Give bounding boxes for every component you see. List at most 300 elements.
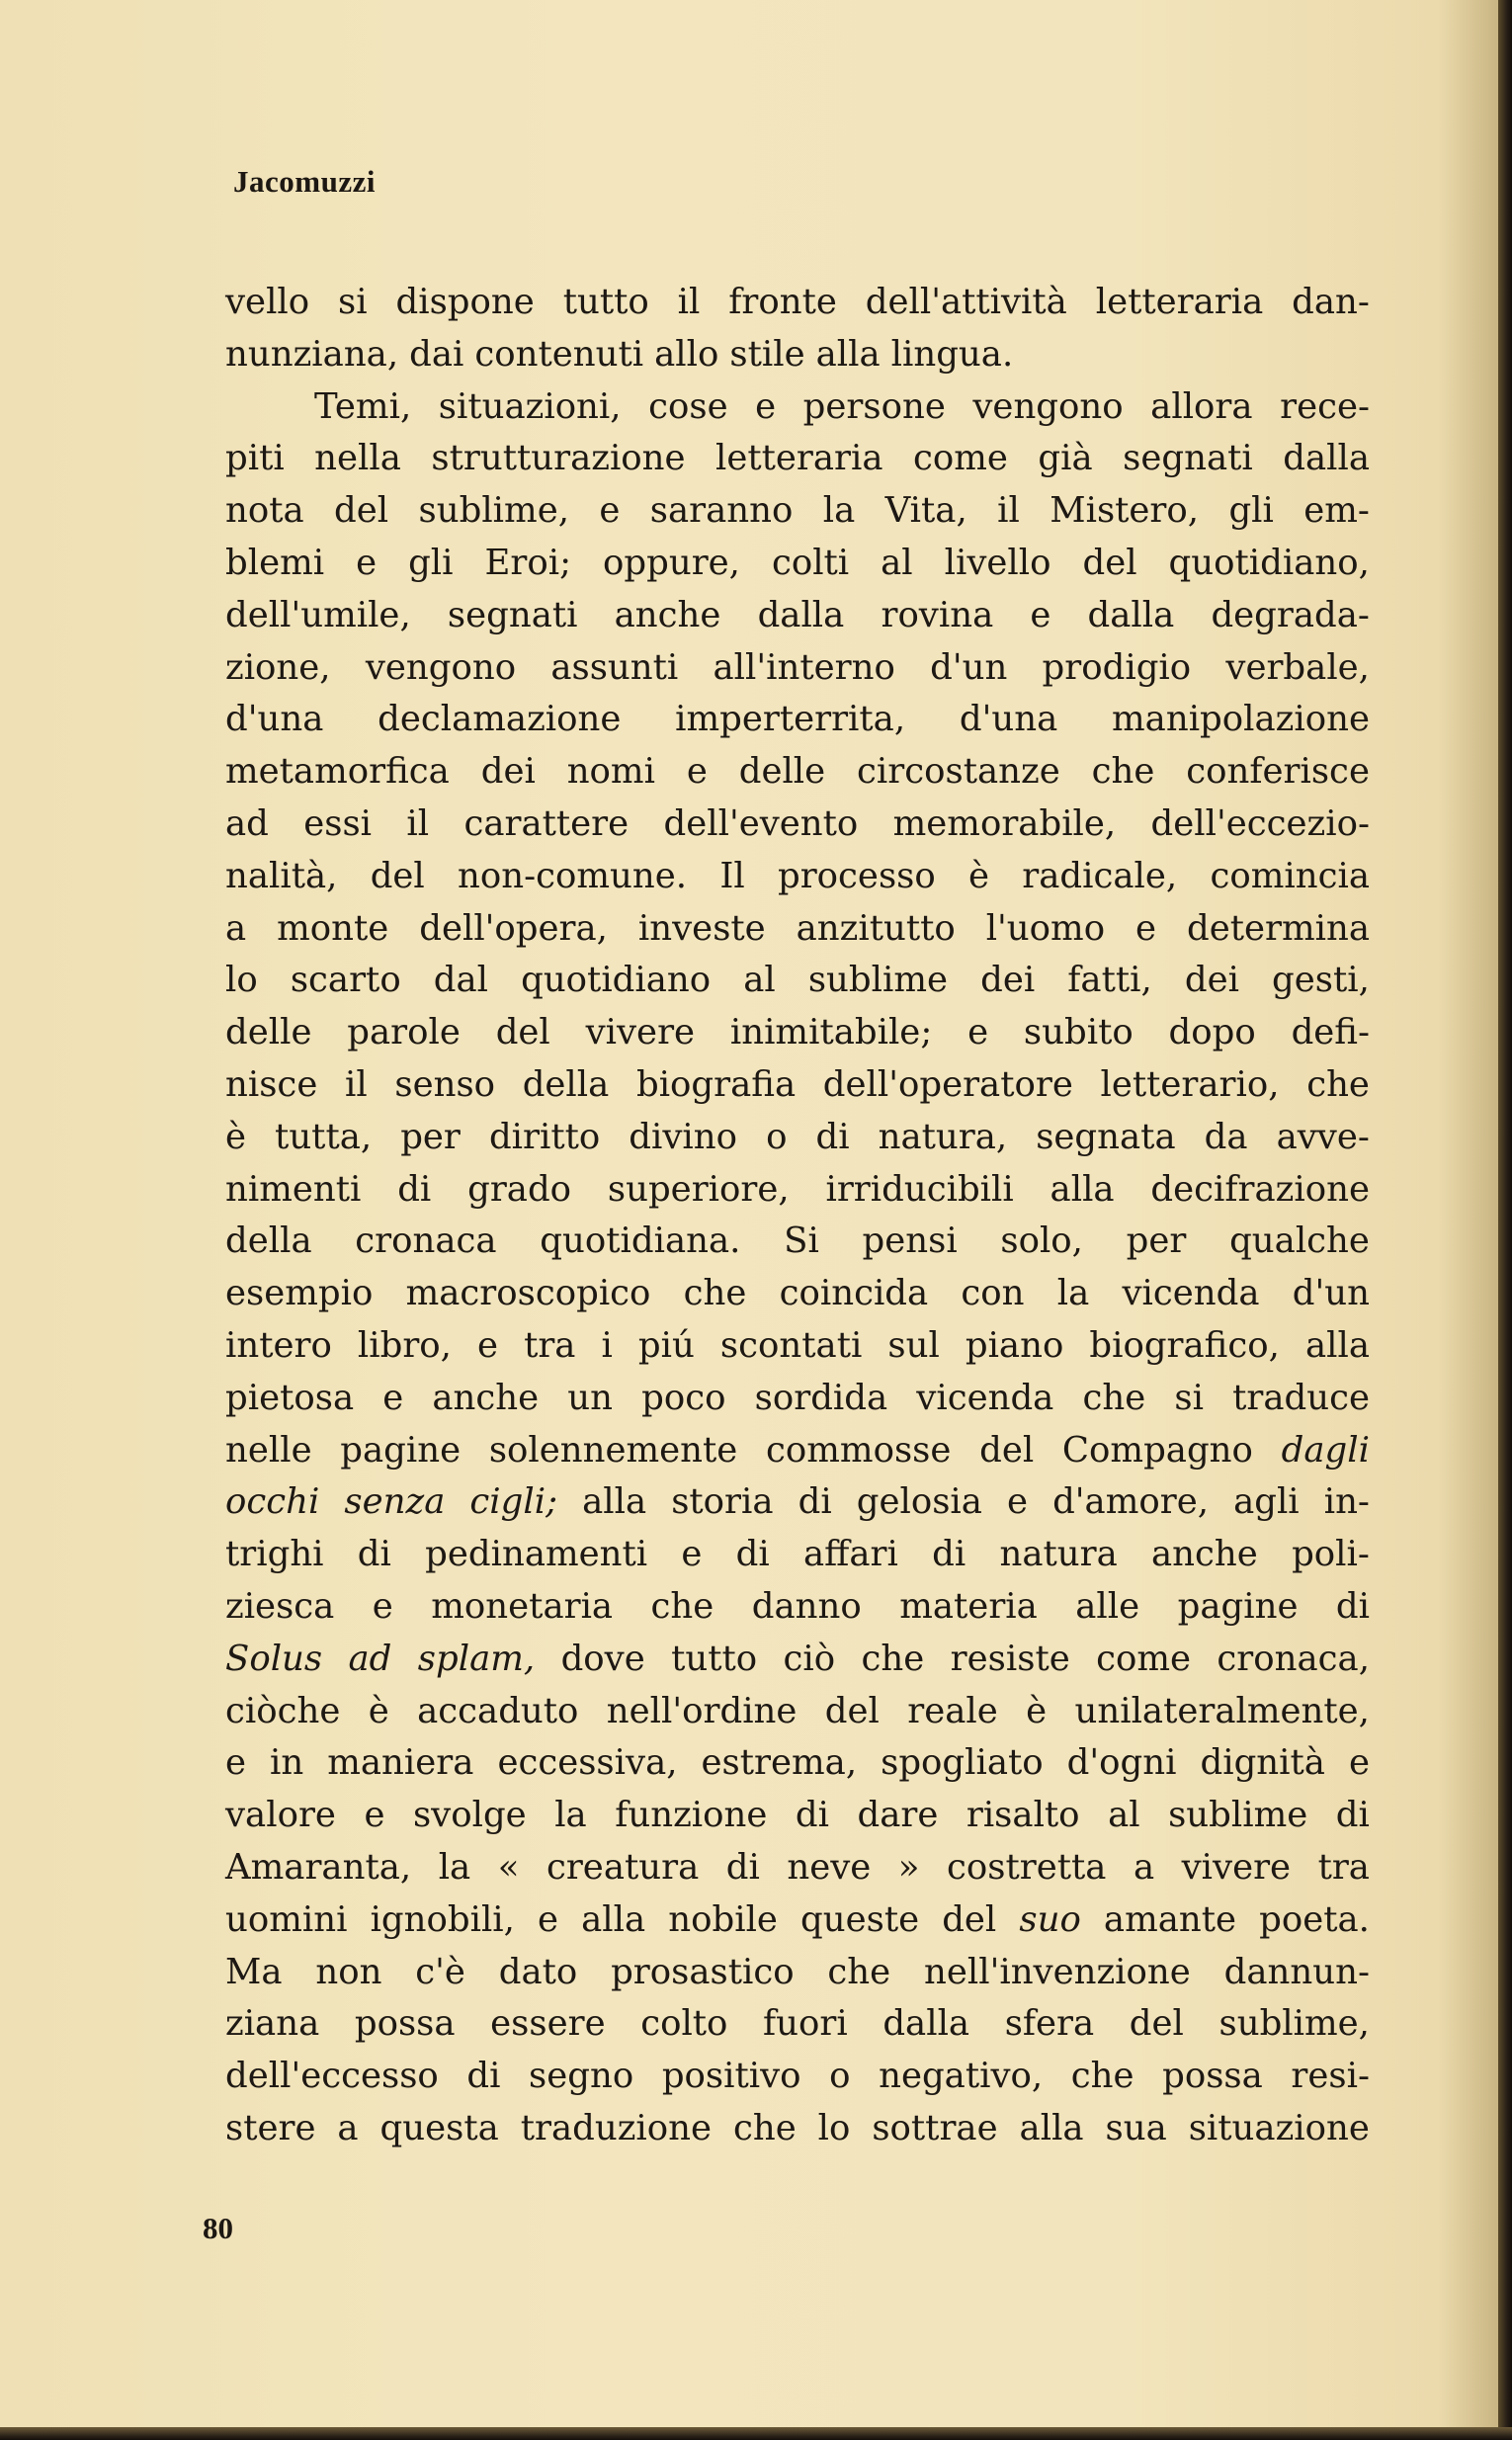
text-line xyxy=(225,1686,1370,1738)
word: e xyxy=(477,1324,499,1366)
word: letteraria xyxy=(715,438,883,479)
word: defi- xyxy=(1291,1012,1370,1053)
word: trighi xyxy=(225,1534,324,1575)
word: piano xyxy=(965,1324,1064,1366)
word: subito xyxy=(1023,1012,1134,1053)
word: storia xyxy=(671,1481,774,1523)
word: valore xyxy=(225,1795,336,1836)
word: o xyxy=(766,1116,788,1157)
word: em- xyxy=(1303,490,1370,532)
word: alla xyxy=(1304,1324,1370,1366)
word: che xyxy=(861,1638,925,1679)
word: del xyxy=(942,1898,997,1940)
word: imperterrita, xyxy=(675,699,906,740)
word: dell'eccesso xyxy=(225,2056,439,2097)
word: dell'attività xyxy=(865,282,1067,322)
word: segno xyxy=(529,2056,634,2097)
word: e xyxy=(681,1534,703,1575)
word: alla xyxy=(1050,1168,1115,1210)
word: zione, xyxy=(225,646,331,688)
word: stere xyxy=(225,2107,316,2148)
word: il xyxy=(677,282,701,322)
text-line xyxy=(225,1790,1370,1842)
word: lo xyxy=(817,2107,851,2148)
word: un xyxy=(567,1377,614,1418)
word: situazione xyxy=(1188,2107,1370,2148)
word: libro, xyxy=(357,1324,452,1366)
word: resiste xyxy=(950,1638,1070,1679)
word: segnati xyxy=(447,594,578,635)
word: dispone xyxy=(395,282,535,322)
word: ziana xyxy=(225,2003,320,2045)
word: e xyxy=(356,542,378,583)
word: saranno xyxy=(649,490,794,532)
word: si xyxy=(338,282,368,322)
word: di xyxy=(815,1116,850,1157)
word: del xyxy=(495,1012,550,1053)
word: dell'opera, xyxy=(419,907,608,949)
word: ciòche xyxy=(225,1690,341,1731)
word: sul xyxy=(887,1324,940,1366)
word: situazioni, xyxy=(438,385,622,427)
word: macroscopico xyxy=(405,1273,651,1314)
word: irriducibili xyxy=(825,1168,1014,1210)
word: nobile xyxy=(668,1898,778,1940)
word: la xyxy=(822,490,856,532)
text-line xyxy=(225,642,1370,695)
word: solennemente xyxy=(488,1429,738,1471)
word: manipolazione xyxy=(1112,699,1370,740)
word: piú xyxy=(637,1324,695,1366)
word: letterario, xyxy=(1100,1063,1280,1105)
word: prodigio xyxy=(1042,646,1192,688)
word: biografico, xyxy=(1089,1324,1280,1366)
word: sottrae xyxy=(872,2107,998,2148)
word: Amaranta, xyxy=(225,1846,412,1888)
word: e xyxy=(364,1795,385,1836)
word: Vita, xyxy=(884,490,967,532)
word: e xyxy=(372,1585,393,1627)
word: ad xyxy=(225,802,269,844)
text-line xyxy=(225,1737,1370,1790)
word: dalla xyxy=(882,2003,970,2045)
word: e xyxy=(599,490,621,532)
word: inimitabile; xyxy=(729,1012,933,1053)
word: dan- xyxy=(1292,282,1370,322)
text-line xyxy=(225,1216,1370,1268)
word: a xyxy=(337,2107,359,2148)
word: dell'umile, xyxy=(225,594,411,635)
word: sublime xyxy=(1168,1795,1308,1836)
word: è xyxy=(968,855,990,896)
word: coincida xyxy=(779,1273,929,1314)
word: è xyxy=(225,1116,247,1157)
text-line xyxy=(225,851,1370,903)
word: e xyxy=(1007,1481,1029,1523)
word: non xyxy=(315,1951,382,1992)
word: dei xyxy=(980,960,1036,1001)
word: alla xyxy=(815,333,881,375)
text-line xyxy=(225,381,1370,434)
word: piti xyxy=(225,438,285,479)
word: dopo xyxy=(1168,1012,1256,1053)
word: di xyxy=(1335,1585,1370,1627)
word: dei xyxy=(1184,960,1239,1001)
word: e xyxy=(1348,1742,1370,1784)
word: qualche xyxy=(1229,1220,1370,1262)
word: del xyxy=(334,490,389,532)
word: colto xyxy=(640,2003,728,2045)
word: » xyxy=(897,1846,920,1888)
word: d'un xyxy=(930,646,1008,688)
word: amante xyxy=(1103,1898,1237,1940)
word: dalla xyxy=(1283,438,1370,479)
word: intero xyxy=(225,1324,332,1366)
word: quotidiano xyxy=(521,960,712,1001)
word: carattere xyxy=(463,802,630,844)
text-line xyxy=(225,1007,1370,1059)
word: dell'evento xyxy=(663,802,859,844)
word: vivere xyxy=(585,1012,696,1053)
word: traduzione xyxy=(520,2107,713,2148)
text-line xyxy=(225,799,1370,851)
word: ziesca xyxy=(225,1585,335,1627)
word: alla xyxy=(581,1898,646,1940)
word: essere xyxy=(490,2003,606,2045)
word: della xyxy=(225,1220,312,1262)
word: superiore, xyxy=(607,1168,790,1210)
word: è xyxy=(1026,1690,1048,1731)
word: cronaca, xyxy=(1217,1638,1370,1679)
word: verbale, xyxy=(1225,646,1370,688)
word: a xyxy=(1133,1846,1155,1888)
word: allora xyxy=(1150,385,1253,427)
text-line xyxy=(225,1947,1370,1999)
word: rovina xyxy=(881,594,994,635)
word: Solus xyxy=(225,1638,323,1679)
word: Compagno xyxy=(1061,1429,1253,1471)
word: del xyxy=(979,1429,1035,1471)
word: investe xyxy=(637,907,766,949)
word: del xyxy=(1129,2003,1184,2045)
word: la xyxy=(554,1795,587,1836)
word: e xyxy=(686,751,708,793)
word: colti xyxy=(771,542,850,583)
word: degrada- xyxy=(1211,594,1370,635)
word: agli xyxy=(1233,1481,1300,1523)
word: dalla xyxy=(757,594,845,635)
word: persone xyxy=(802,385,946,427)
word: grado xyxy=(467,1168,572,1210)
text-line xyxy=(225,1164,1370,1217)
word: decifrazione xyxy=(1150,1168,1370,1210)
text-line xyxy=(225,1581,1370,1634)
word: gelosia xyxy=(856,1481,982,1523)
word: ad xyxy=(348,1638,392,1679)
word: vengono xyxy=(972,385,1124,427)
word: affari xyxy=(803,1534,898,1575)
word: sublime xyxy=(807,960,949,1001)
word: segnati xyxy=(1123,438,1253,479)
word: nota xyxy=(225,490,304,532)
word: suo xyxy=(1019,1898,1081,1940)
word: anche xyxy=(432,1377,540,1418)
word: risalto xyxy=(966,1795,1080,1836)
word: sfera xyxy=(1004,2003,1095,2045)
word: avve- xyxy=(1276,1116,1370,1157)
word: poli- xyxy=(1292,1534,1370,1575)
word: vicenda xyxy=(916,1377,1054,1418)
word: si xyxy=(1174,1377,1204,1418)
word: vengono xyxy=(365,646,517,688)
word: al xyxy=(881,542,913,583)
word: al xyxy=(1108,1795,1140,1836)
word: sublime, xyxy=(418,490,569,532)
word: possa xyxy=(1162,2056,1263,2097)
word: dato xyxy=(498,1951,578,1992)
word: lingua. xyxy=(890,333,1014,375)
word: materia xyxy=(899,1585,1038,1627)
word: prosastico xyxy=(611,1951,795,1992)
word: comincia xyxy=(1210,855,1370,896)
word: gli xyxy=(408,542,454,583)
word: di xyxy=(798,1481,832,1523)
word: esempio xyxy=(225,1273,374,1314)
word: nell'ordine xyxy=(606,1690,798,1731)
word: resi- xyxy=(1291,2056,1370,2097)
text-line xyxy=(225,329,1370,381)
text-line xyxy=(225,955,1370,1007)
word: che xyxy=(683,1273,747,1314)
word: anche xyxy=(1151,1534,1258,1575)
word: uomini xyxy=(225,1898,348,1940)
word: di xyxy=(466,2056,501,2097)
word: che xyxy=(827,1951,891,1992)
word: natura xyxy=(999,1534,1118,1575)
word: e xyxy=(967,1012,989,1053)
word: di xyxy=(795,1795,829,1836)
word: tra xyxy=(524,1324,576,1366)
word: vicenda xyxy=(1122,1273,1260,1314)
word: la xyxy=(438,1846,471,1888)
word: fuori xyxy=(763,2003,848,2045)
word: con xyxy=(961,1273,1025,1314)
word: diritto xyxy=(488,1116,601,1157)
word: al xyxy=(743,960,776,1001)
word: a xyxy=(225,907,247,949)
text-line xyxy=(225,538,1370,590)
word: dal xyxy=(433,960,489,1001)
word: come xyxy=(913,438,1008,479)
text-line xyxy=(225,694,1370,746)
word: nunziana, xyxy=(225,333,399,375)
text-line xyxy=(225,2103,1370,2155)
word: di xyxy=(397,1168,432,1210)
word: come xyxy=(1096,1638,1192,1679)
word: monetaria xyxy=(431,1585,614,1627)
word: di xyxy=(357,1534,391,1575)
word: sordida xyxy=(754,1377,888,1418)
text-line xyxy=(225,1373,1370,1425)
word: e xyxy=(225,1742,247,1784)
word: stile xyxy=(729,333,805,375)
word: Ma xyxy=(225,1951,283,1992)
word: splam, xyxy=(417,1638,536,1679)
word: dell'operatore xyxy=(822,1063,1073,1105)
word: non-comune. xyxy=(458,855,688,896)
word: letteraria xyxy=(1095,282,1264,322)
word: alla xyxy=(582,1481,647,1523)
word: processo xyxy=(777,855,936,896)
word: estrema, xyxy=(701,1742,858,1784)
word: d'una xyxy=(959,699,1058,740)
word: cigli; xyxy=(469,1481,558,1523)
word: i xyxy=(601,1324,613,1366)
word: pedinamenti xyxy=(425,1534,648,1575)
word: negativo, xyxy=(879,2056,1044,2097)
word: scontati xyxy=(719,1324,863,1366)
word: Si xyxy=(784,1220,819,1262)
word: senso xyxy=(394,1063,496,1105)
word: quotidiana. xyxy=(540,1220,741,1262)
word: biografia xyxy=(635,1063,797,1105)
text-line xyxy=(225,1998,1370,2051)
word: la xyxy=(1056,1273,1090,1314)
word: delle xyxy=(738,751,826,793)
word: eccessiva, xyxy=(497,1742,678,1784)
word: cronaca xyxy=(355,1220,497,1262)
text-line xyxy=(225,590,1370,642)
word: poeta. xyxy=(1259,1898,1370,1940)
word: già xyxy=(1038,438,1093,479)
page-edge-shadow-bottom xyxy=(0,2427,1512,2440)
word: assunti xyxy=(550,646,679,688)
word: ciò xyxy=(783,1638,836,1679)
word: traduce xyxy=(1232,1377,1370,1418)
word: tutta, xyxy=(275,1116,373,1157)
word: dell'eccezio- xyxy=(1150,802,1370,844)
word: nella xyxy=(314,438,401,479)
running-head: Jacomuzzi xyxy=(233,164,376,199)
word: neve xyxy=(787,1846,872,1888)
word: c'è xyxy=(415,1951,465,1992)
word: delle xyxy=(225,1012,312,1053)
word: solo, xyxy=(1000,1220,1083,1262)
word: costretta xyxy=(947,1846,1107,1888)
word: funzione xyxy=(615,1795,768,1836)
word: per xyxy=(1126,1220,1187,1262)
word: che xyxy=(1091,751,1155,793)
word: nimenti xyxy=(225,1168,362,1210)
page-edge-shadow-right xyxy=(1498,0,1512,2440)
word: all'interno xyxy=(713,646,895,688)
text-line xyxy=(225,903,1370,956)
text-line xyxy=(225,1059,1370,1112)
word: dove xyxy=(560,1638,645,1679)
word: pagine xyxy=(340,1429,462,1471)
text-line xyxy=(225,277,1370,329)
word: del xyxy=(370,855,425,896)
word: nomi xyxy=(566,751,655,793)
word: che xyxy=(1082,1377,1146,1418)
word: di xyxy=(725,1846,760,1888)
word: Il xyxy=(719,855,745,896)
text-line xyxy=(225,1842,1370,1894)
word: cose xyxy=(648,385,728,427)
word: questa xyxy=(379,2107,499,2148)
word: d'amore, xyxy=(1052,1481,1210,1523)
word: che xyxy=(1306,1063,1370,1105)
word: anche xyxy=(614,594,721,635)
word: vello xyxy=(225,282,310,322)
word: alle xyxy=(1075,1585,1140,1627)
text-line xyxy=(225,433,1370,485)
word: sublime, xyxy=(1218,2003,1370,2045)
word: dannun- xyxy=(1223,1951,1370,1992)
word: nell'invenzione xyxy=(924,1951,1191,1992)
word: strutturazione xyxy=(431,438,686,479)
word: commosse xyxy=(766,1429,952,1471)
word: dignità xyxy=(1200,1742,1325,1784)
word: il xyxy=(997,490,1020,532)
word: e xyxy=(1135,907,1157,949)
word: spogliato xyxy=(881,1742,1044,1784)
word: gesti, xyxy=(1272,960,1370,1001)
word: alla xyxy=(1019,2107,1084,2148)
word: livello xyxy=(944,542,1051,583)
word: e xyxy=(538,1898,559,1940)
word: e xyxy=(382,1377,404,1418)
word: in xyxy=(270,1742,304,1784)
word: del xyxy=(824,1690,880,1731)
word: oppure, xyxy=(603,542,740,583)
word: di xyxy=(1335,1795,1370,1836)
text-line xyxy=(225,1529,1370,1581)
word: unilateralmente, xyxy=(1074,1690,1370,1731)
word: da xyxy=(1204,1116,1248,1157)
text-line xyxy=(225,1268,1370,1320)
word: maniera xyxy=(327,1742,474,1784)
word: e xyxy=(755,385,777,427)
word: Eroi; xyxy=(484,542,572,583)
word: dalla xyxy=(1087,594,1175,635)
word: dai xyxy=(409,333,464,375)
text-line xyxy=(225,746,1370,799)
word: anzitutto xyxy=(796,907,956,949)
word: scarto xyxy=(290,960,401,1001)
word: del xyxy=(1082,542,1137,583)
word: queste xyxy=(800,1898,920,1940)
word: memorabile, xyxy=(892,802,1117,844)
word: Temi, xyxy=(314,385,412,427)
word: l'uomo xyxy=(985,907,1106,949)
word: segnata xyxy=(1036,1116,1176,1157)
word: d'un xyxy=(1292,1273,1370,1314)
word: di xyxy=(735,1534,770,1575)
word: divino xyxy=(629,1116,738,1157)
word: natura, xyxy=(878,1116,1008,1157)
word: parole xyxy=(347,1012,461,1053)
word: dare xyxy=(857,1795,939,1836)
text-line xyxy=(225,485,1370,538)
word: quotidiano, xyxy=(1168,542,1370,583)
word: radicale, xyxy=(1022,855,1178,896)
word: ignobili, xyxy=(370,1898,515,1940)
word: pensi xyxy=(862,1220,958,1262)
word: senza xyxy=(344,1481,446,1523)
word: essi xyxy=(303,802,373,844)
word: allo xyxy=(654,333,719,375)
